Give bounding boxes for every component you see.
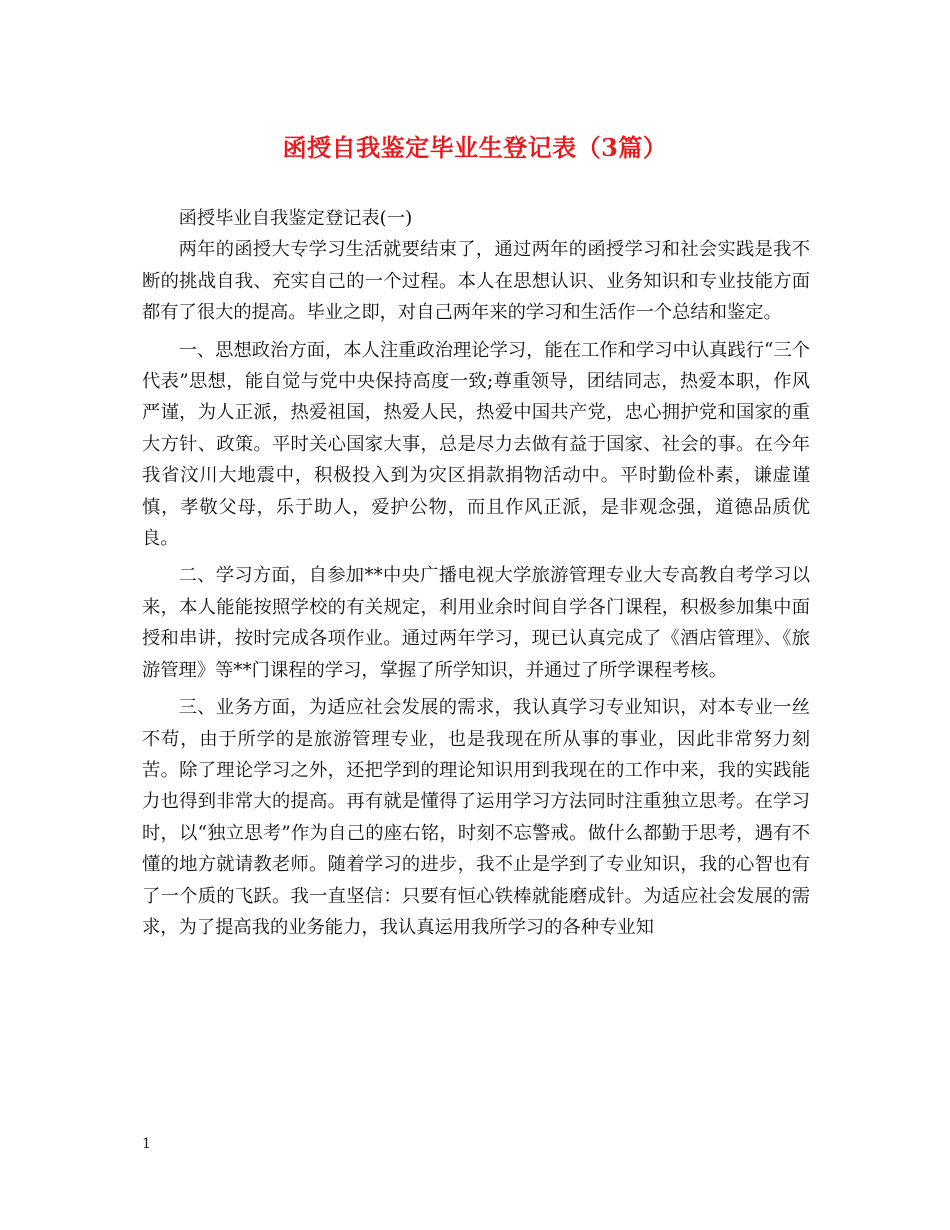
paragraph-study: 二、学习方面，自参加**中央广播电视大学旅游管理专业大专高教自考学习以来，本人能能按照学校的有关规定，利用业余时间自学各门课程，积极参加集中面授和串讲，按时完成各项作业。通过两年学习，现已认真完成了《酒店管理》、《旅游管理》等**门课程的学习，掌握了所学知识，并通过了所学课程考核。 xyxy=(142,565,810,681)
paragraph-intro: 两年的函授大专学习生活就要结束了，通过两年的函授学习和社会实践是我不断的挑战自我、充实自己的一个过程。本人在思想认识、业务知识和专业技能方面都有了很大的提高。毕业之即，对自己两年来的学习和生活作一个总结和鉴定。 xyxy=(142,239,810,324)
section-heading: 函授毕业自我鉴定登记表(一) xyxy=(178,208,413,229)
document-body xyxy=(142,203,810,943)
page-number: 1 xyxy=(142,1136,151,1152)
paragraph-political: 一、思想政治方面，本人注重政治理论学习，能在工作和学习中认真践行“三个代表”思想，能自觉与党中央保持高度一致;尊重领导，团结同志，热爱本职，作风严谨，为人正派，热爱祖国，热爱人民，热爱中国共产党，忠心拥护党和国家的重大方针、政策。平时关心国家大事，总是尽力去做有益于国家、社会的事。在今年我省汶川大地震中，积极投入到为灾区捐款捐物活动中。平时勤俭朴素，谦虚谨慎，孝敬父母，乐于助人，爱护公物，而且作风正派，是非观念强，道德品质优良。 xyxy=(142,339,810,550)
document-title: 函授自我鉴定毕业生登记表（3篇） xyxy=(282,133,668,162)
paragraph-business: 三、业务方面，为适应社会发展的需求，我认真学习专业知识，对本专业一丝不苟，由于所学的是旅游管理专业，也是我现在所从事的事业，因此非常努力刻苦。除了理论学习之外，还把学到的理论知识用到我现在的工作中来，我的实践能力也得到非常大的提高。再有就是懂得了运用学习方法同时注重独立思考。在学习时，以“独立思考”作为自己的座右铭，时刻不忘警戒。做什么都勤于思考，遇有不懂的地方就请教老师。随着学习的进步，我不止是学到了专业知识，我的心智也有了一个质的飞跃。我一直坚信：只要有恒心铁棒就能磨成针。为适应社会发展的需求，为了提高我的业务能力，我认真运用我所学习的各种专业知 xyxy=(142,697,810,938)
